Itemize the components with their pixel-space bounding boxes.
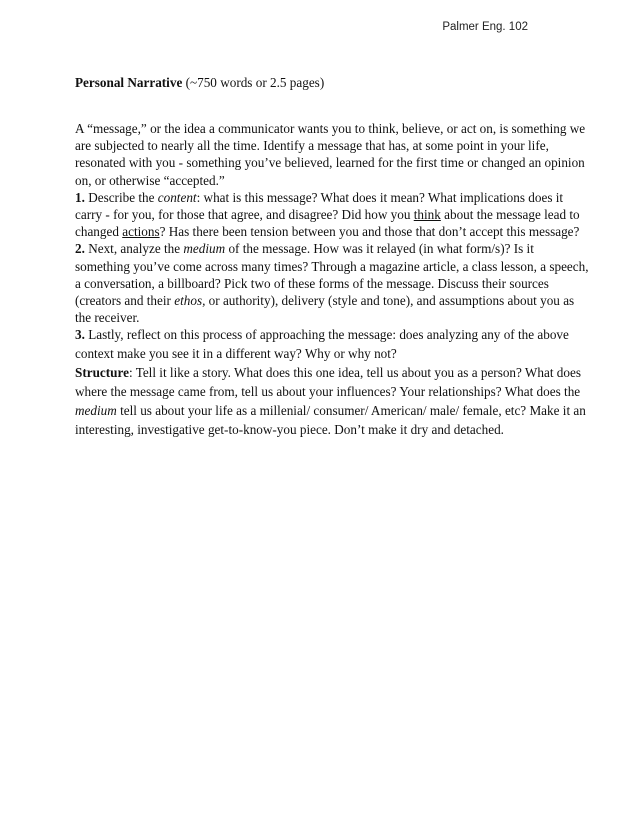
document-body: [75, 74, 589, 439]
intro-line-2: are subjected to nearly all the time. Identify a message that has, at some point in your life,: [75, 138, 549, 154]
medium-emphasis: medium: [75, 403, 117, 419]
section-2-text: Next, analyze the: [84, 241, 184, 257]
section-3-number: 3.: [75, 327, 85, 343]
structure-line-3: [75, 401, 586, 420]
intro-line-4: on, or otherwise “accepted.”: [75, 172, 225, 188]
section-3-paragraph: [75, 326, 569, 363]
ethos-emphasis: ethos,: [174, 293, 206, 309]
section-1-paragraph: [75, 189, 580, 241]
intro-line-3: resonated with you - something you’ve believed, learned for the first time or changed an opinion: [75, 155, 585, 171]
section-1-text: changed: [75, 224, 123, 240]
structure-paragraph: [75, 363, 586, 439]
section-2-number: 2.: [75, 241, 85, 257]
section-2-text: of the message. How was it relayed (in what form/s)? Is it: [225, 241, 534, 257]
running-header: Palmer Eng. 102: [442, 21, 528, 33]
title-bold: Personal Narrative: [75, 75, 183, 90]
section-1-number: 1.: [75, 189, 85, 205]
section-1-line-2: [75, 206, 580, 223]
section-2-line-5: the receiver.: [75, 310, 140, 326]
section-1-text: Describe the: [84, 189, 158, 205]
section-3-text: Lastly, reflect on this process of approaching the message: does analyzing any of the above: [84, 327, 569, 343]
structure-line-1: [75, 363, 581, 382]
section-2-paragraph: [75, 240, 589, 326]
section-1-text: ? Has there been tension between you and those that don’t accept this message?: [159, 224, 580, 240]
section-2-line-4: [75, 292, 575, 309]
section-2-line-2: something you’ve come across many times? Through a magazine article, a class lesson, a speech,: [75, 258, 589, 274]
actions-underline: actions: [122, 224, 160, 240]
intro-paragraph: [75, 120, 586, 189]
think-underline: think: [413, 207, 441, 223]
section-2-text: or authority), delivery (style and tone), and assumptions about you as: [205, 293, 575, 309]
section-2-line-1: [75, 240, 565, 257]
section-1-text: about the message lead to: [440, 207, 580, 223]
medium-emphasis: medium: [183, 241, 226, 257]
title-length: (~750 words or 2.5 pages): [182, 75, 325, 90]
section-1-line-3: [75, 223, 580, 240]
section-3-line-1: [75, 326, 569, 345]
section-2-line-3: a conversation, a billboard? Pick two of these forms of the message. Discuss their sources: [75, 275, 549, 291]
structure-line-2: where the message came from, tell us about your influences? Your relationships? What does the: [75, 384, 581, 400]
section-1-text: : what is this message? What does it mean? What implications does it: [196, 189, 564, 205]
section-1-text: carry - for you, for those that agree, and disagree? Did how you: [75, 207, 414, 223]
content-emphasis: content: [157, 189, 197, 205]
structure-text: : Tell it like a story. What does this one idea, tell us about you as a person? What does: [128, 365, 581, 381]
structure-line-4: interesting, investigative get-to-know-you piece. Don’t make it dry and detached.: [75, 422, 504, 438]
structure-label: Structure: [75, 365, 129, 381]
section-1-line-1: [75, 189, 565, 206]
structure-text: tell us about your life as a millenial/ consumer/ American/ male/ female, etc? Make it an: [116, 403, 586, 419]
section-2-text: (creators and their: [75, 293, 175, 309]
intro-line-1: A “message,” or the idea a communicator wants you to think, believe, or act on, is something we: [75, 121, 586, 136]
section-3-line-2: context make you see it in a different way? Why or why not?: [75, 345, 397, 361]
assignment-title: [75, 74, 565, 92]
